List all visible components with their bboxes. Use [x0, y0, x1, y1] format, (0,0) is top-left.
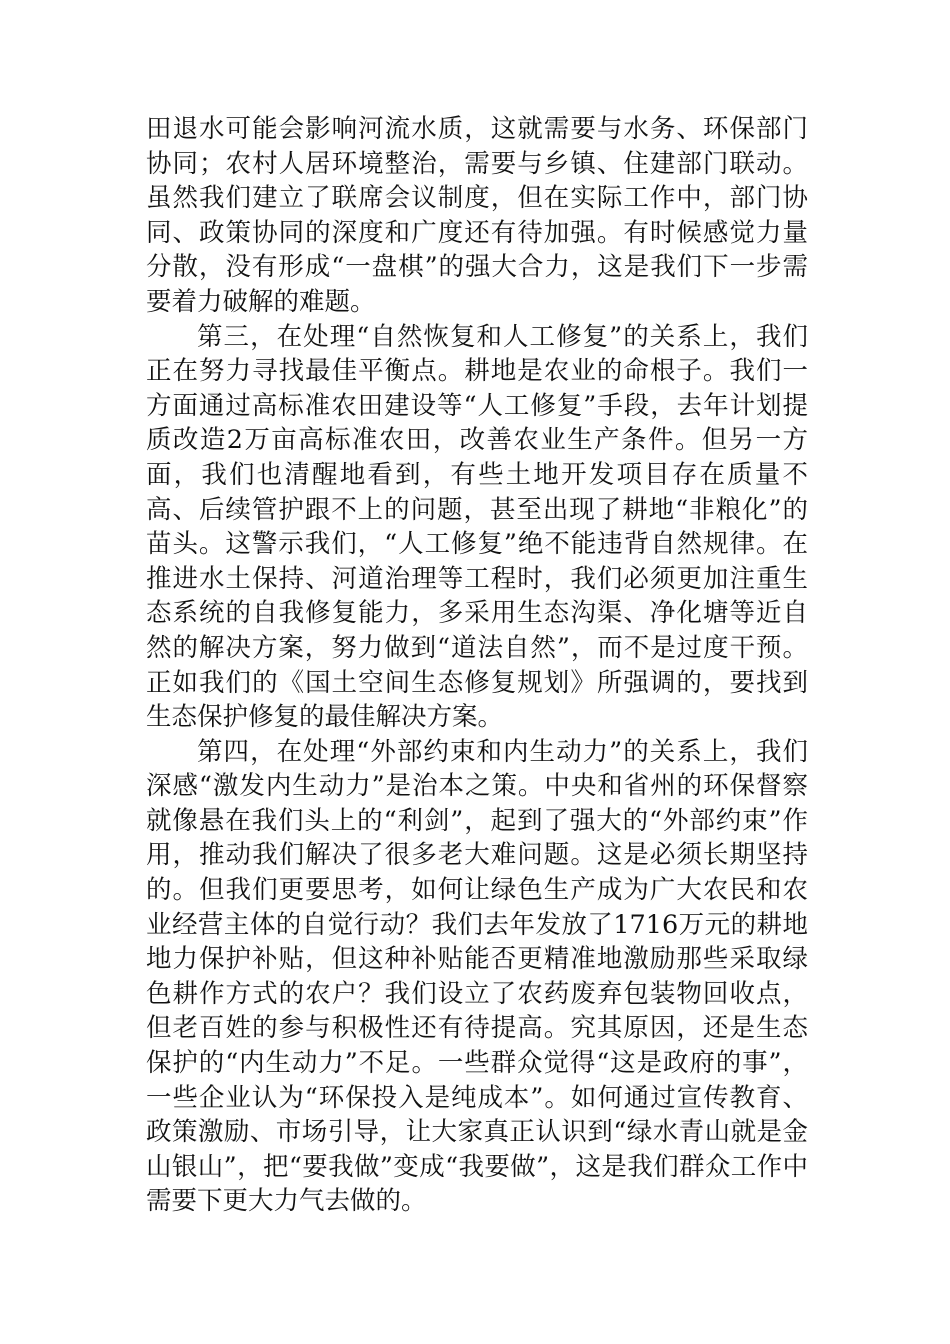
paragraph-continuation: 田退水可能会影响河流水质，这就需要与水务、环保部门协同；农村人居环境整治，需要与乡镇、住建部门联动。虽然我们建立了联席会议制度，但在实际工作中，部门协同、政策协同的深度和广度还有待加强。有时候感觉力量分散，没有形成“一盘棋”的强大合力，这是我们下一步需要着力破解的难题。 [146, 114, 808, 317]
paragraph-fourth-point: 第四，在处理“外部约束和内生动力”的关系上，我们深感“激发内生动力”是治本之策。中央和省州的环保督察就像悬在我们头上的“利剑”，起到了强大的“外部约束”作用，推动我们解决了很多老大难问题。这是必须长期坚持的。但我们更要思考，如何让绿色生产成为广大农民和农业经营主体的自觉行动？我们去年发放了1716万元的耕地地力保护补贴，但这种补贴能否更精准地激励那些采取绿色耕作方式的农户？我们设立了农药废弃包装物回收点，但老百姓的参与积极性还有待提高。究其原因，还是生态保护的“内生动力”不足。一些群众觉得“这是政府的事”，一些企业认为“环保投入是纯成本”。如何通过宣传教育、政策激励、市场引导，让大家真正认识到“绿水青山就是金山银山”，把“要我做”变成“我要做”，这是我们群众工作中需要下更大力气去做的。 [146, 736, 808, 1217]
paragraph-third-point: 第三，在处理“自然恢复和人工修复”的关系上，我们正在努力寻找最佳平衡点。耕地是农业的命根子。我们一方面通过高标准农田建设等“人工修复”手段，去年计划提质改造2万亩高标准农田，改善农业生产条件。但另一方面，我们也清醒地看到，有些土地开发项目存在质量不高、后续管护跟不上的问题，甚至出现了耕地“非粮化”的苗头。这警示我们，“人工修复”绝不能违背自然规律。在推进水土保持、河道治理等工程时，我们必须更加注重生态系统的自我修复能力，多采用生态沟渠、净化塘等近自然的解决方案，努力做到“道法自然”，而不是过度干预。正如我们的《国土空间生态修复规划》所强调的，要找到生态保护修复的最佳解决方案。 [146, 321, 808, 733]
document-body [146, 112, 808, 1219]
